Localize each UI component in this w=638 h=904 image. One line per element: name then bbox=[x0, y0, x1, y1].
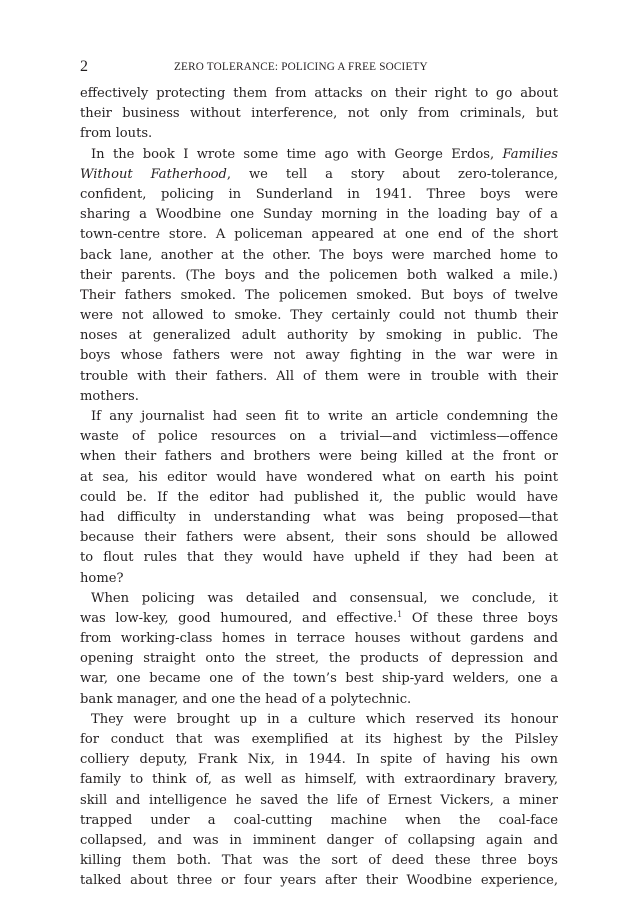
text-line: opening straight onto the street, the products of depression and bbox=[80, 651, 558, 667]
text-line: from louts. bbox=[80, 126, 153, 142]
text-line: boys whose fathers were not away fighting in the war were in bbox=[80, 348, 558, 364]
paragraph-5 bbox=[80, 710, 558, 892]
running-title: ZERO TOLERANCE: POLICING A FREE SOCIETY bbox=[174, 61, 428, 73]
paragraph-3 bbox=[80, 407, 558, 589]
text-line: colliery deputy, Frank Nix, in 1944. In spite of having his own bbox=[80, 752, 558, 768]
text-line: sharing a Woodbine one Sunday morning in the loading bay of a bbox=[80, 207, 558, 223]
text-line: for conduct that was exemplified at its highest by the Pilsley bbox=[80, 732, 558, 747]
text-span: , we tell a story about zero-tolerance, bbox=[226, 166, 558, 182]
body-text bbox=[80, 84, 558, 892]
book-title-italic: Without Fatherhood bbox=[80, 166, 227, 182]
text-line bbox=[80, 145, 558, 165]
text-line: their parents. (The boys and the policemen both walked a mile.) bbox=[80, 267, 558, 283]
text-line: waste of police resources on a trivial—and victimless—offence bbox=[80, 429, 558, 445]
text-line: back lane, another at the other. The boys were marched home to bbox=[80, 247, 558, 263]
text-line: were not allowed to smoke. They certainly could not thumb their bbox=[80, 308, 558, 324]
book-page bbox=[80, 58, 558, 892]
text-line: bank manager, and one the head of a polytechnic. bbox=[80, 691, 412, 707]
text-line: trouble with their fathers. All of them were in trouble with their bbox=[80, 368, 558, 384]
text-line: war, one became one of the town’s best ship-yard welders, one a bbox=[80, 671, 558, 687]
footnote-reference[interactable]: 1 bbox=[397, 609, 403, 619]
text-line: killing them both. That was the sort of deed these three boys bbox=[80, 853, 558, 869]
text-line: their business without interference, not only from criminals, but bbox=[80, 106, 558, 122]
text-line: at sea, his editor would have wondered what on earth his point bbox=[80, 469, 558, 485]
text-line: collapsed, and was in imminent danger of collapsing again and bbox=[80, 832, 558, 848]
text-line: Their fathers smoked. The policemen smoked. But boys of twelve bbox=[80, 287, 558, 303]
text-line: family to think of, as well as himself, with extraordinary bravery, bbox=[80, 772, 558, 788]
text-line bbox=[80, 609, 558, 629]
text-line: because their fathers were absent, their sons should be allowed bbox=[80, 530, 558, 546]
text-line: noses at generalized adult authority by smoking in public. The bbox=[80, 328, 558, 344]
text-line: skill and intelligence he saved the life of Ernest Vickers, a miner bbox=[80, 792, 558, 808]
text-line: When policing was detailed and consensual, we conclude, it bbox=[91, 590, 558, 606]
text-line: talked about three or four years after their Woodbine experience, bbox=[80, 873, 558, 889]
paragraph-2 bbox=[80, 145, 558, 407]
book-title-italic: Families bbox=[502, 146, 558, 162]
text-line: They were brought up in a culture which reserved its honour bbox=[91, 711, 558, 727]
text-line: town-centre store. A policeman appeared at one end of the short bbox=[80, 227, 558, 243]
text-span: In the book I wrote some time ago with George Erdos, bbox=[91, 146, 495, 162]
text-line: mothers. bbox=[80, 388, 139, 404]
text-line: confident, policing in Sunderland in 1941. Three boys were bbox=[80, 186, 558, 202]
text-span: Of these three boys bbox=[402, 610, 558, 626]
text-line: from working-class homes in terrace houses without gardens and bbox=[80, 631, 558, 647]
page-number: 2 bbox=[80, 58, 88, 75]
text-line: had difficulty in understanding what was being proposed—that bbox=[80, 509, 558, 525]
text-line: home? bbox=[80, 570, 124, 586]
text-line: to flout rules that they would have upheld if they had been at bbox=[80, 550, 558, 566]
text-line: If any journalist had seen fit to write an article condemning the bbox=[91, 409, 558, 424]
text-line bbox=[80, 165, 558, 185]
paragraph-4 bbox=[80, 589, 558, 710]
text-line: trapped under a coal-cutting machine when the coal-face bbox=[80, 812, 558, 828]
text-line: effectively protecting them from attacks on their right to go about bbox=[80, 86, 558, 101]
text-line: when their fathers and brothers were being killed at the front or bbox=[80, 449, 558, 465]
text-line: could be. If the editor had published it, the public would have bbox=[80, 489, 558, 505]
text-span: was low-key, good humoured, and effective. bbox=[80, 610, 398, 626]
running-header bbox=[80, 58, 558, 84]
paragraph-1 bbox=[80, 84, 558, 145]
